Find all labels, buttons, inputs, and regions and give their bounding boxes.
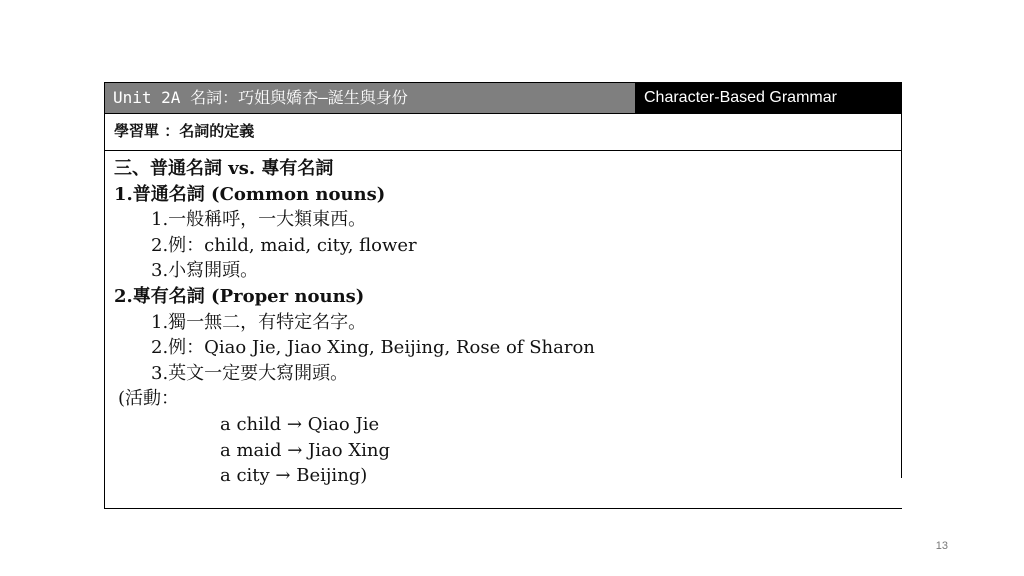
proper-nouns-point: 1.獨一無二，有特定名字。 <box>151 312 367 333</box>
unit-title: Unit 2A 名詞：巧姐與嬌杏—誕生與身份 <box>105 83 635 113</box>
common-nouns-point: 2.例：child, maid, city, flower <box>151 235 417 256</box>
common-nouns-heading: 1.普通名詞 (Common nouns) <box>114 184 386 205</box>
activity-pair: a maid → Jiao Xing <box>220 440 391 461</box>
activity-label: (活動： <box>118 388 180 409</box>
common-nouns-point: 1.一般稱呼，一大類東西。 <box>151 209 367 230</box>
course-label: Character-Based Grammar <box>635 83 901 113</box>
section-heading: 三、普通名詞 vs. 專有名詞 <box>114 158 334 179</box>
page-number: 13 <box>935 540 948 552</box>
activity-pair: a city → Beijing) <box>220 465 368 486</box>
worksheet-content <box>104 151 902 486</box>
worksheet-header <box>104 82 902 114</box>
proper-nouns-point: 2.例：Qiao Jie, Jiao Xing, Beijing, Rose of Sharon <box>151 337 595 358</box>
activity-pair: a child → Qiao Jie <box>220 414 380 435</box>
proper-nouns-heading: 2.專有名詞 (Proper nouns) <box>114 286 365 307</box>
common-nouns-point: 3.小寫開頭。 <box>151 260 259 281</box>
worksheet-title: 學習單 ：名詞的定義 <box>104 114 902 151</box>
proper-nouns-point: 3.英文一定要大寫開頭。 <box>151 363 349 384</box>
